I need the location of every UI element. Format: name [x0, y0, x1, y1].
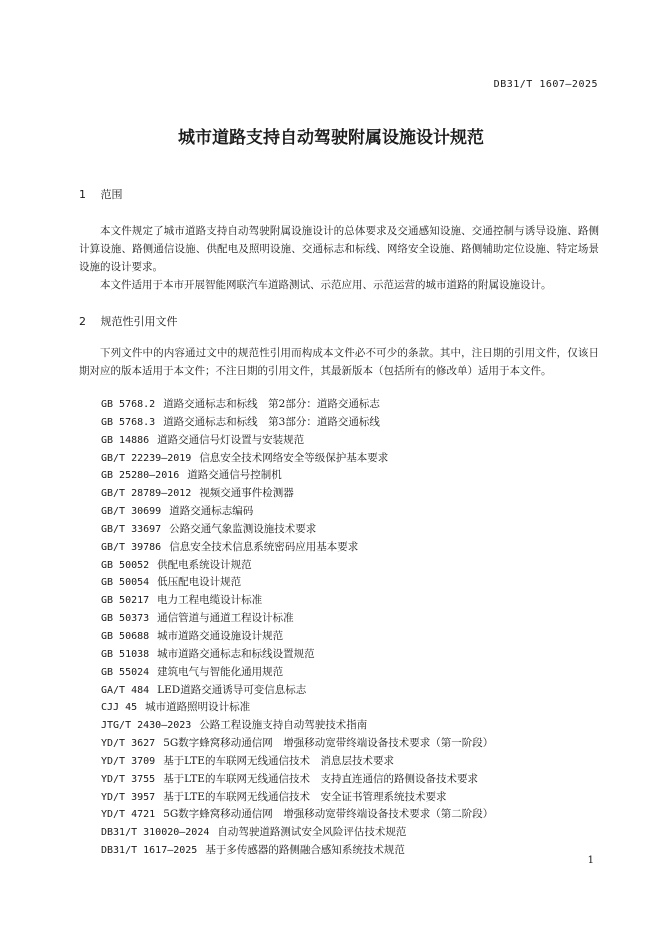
reference-code: GB/T 33697: [101, 523, 162, 535]
reference-item: [101, 557, 601, 575]
references-intro: 下列文件中的内容通过文中的规范性引用而构成本文件必不可少的条款。其中，注日期的引用文件，仅该日期对应的版本适用于本文件；不注日期的引用文件，其最新版本（包括所有的修改单）适用于本文件。: [79, 347, 599, 377]
reference-item: [101, 467, 601, 485]
reference-code: GB 51038: [101, 648, 150, 660]
reference-title: 基于LTE的车联网无线通信技术 支持直连通信的路侧设备技术要求: [163, 772, 478, 785]
reference-item: [101, 824, 601, 842]
reference-item: [101, 574, 601, 592]
reference-item: [101, 664, 601, 682]
reference-item: [101, 717, 601, 735]
reference-title: 信息安全技术网络安全等级保护基本要求: [199, 451, 389, 464]
reference-title: 基于多传感器的路侧融合感知系统技术规范: [205, 844, 405, 857]
reference-title: LED道路交通诱导可变信息标志: [157, 683, 307, 696]
reference-item: [101, 735, 601, 753]
reference-code: DB31/T 1617—2025: [101, 845, 198, 857]
reference-code: GB 14886: [101, 434, 150, 446]
scope-paragraph-1: 本文件规定了城市道路支持自动驾驶附属设施设计的总体要求及交通感知设施、交通控制与诱导设施、路侧计算设施、路侧通信设施、供配电及照明设施、交通标志和标线、网络安全设施、路侧辅助定位设施、特定场景设施的设计要求。: [79, 225, 599, 273]
section-2-heading: [79, 313, 178, 329]
reference-item: [101, 414, 601, 432]
reference-title: 城市道路交通标志和标线设置规范: [157, 647, 315, 660]
reference-title: 城市道路照明设计标准: [145, 701, 251, 714]
reference-code: GA/T 484: [101, 684, 150, 696]
reference-title: 道路交通标志和标线 第3部分：道路交通标线: [163, 415, 380, 428]
reference-title: 道路交通标志和标线 第2部分：道路交通标志: [163, 398, 380, 410]
reference-code: GB/T 39786: [101, 541, 162, 553]
reference-code: YD/T 3755: [101, 773, 156, 785]
reference-title: 5G数字蜂窝移动通信网 增强移动宽带终端设备技术要求（第一阶段）: [163, 737, 494, 750]
reference-code: CJJ 45: [101, 702, 138, 714]
reference-code: YD/T 3627: [101, 738, 156, 750]
reference-title: 建筑电气与智能化通用规范: [157, 665, 284, 678]
reference-code: GB/T 30699: [101, 506, 162, 518]
reference-title: 5G数字蜂窝移动通信网 增强移动宽带终端设备技术要求（第二阶段）: [163, 808, 494, 821]
reference-title: 道路交通信号控制机: [187, 469, 282, 482]
reference-item: [101, 771, 601, 789]
reference-code: DB31/T 310020—2024: [101, 827, 210, 839]
reference-title: 供配电系统设计规范: [157, 558, 252, 571]
document-title: 城市道路支持自动驾驶附属设施设计规范: [178, 128, 484, 148]
reference-code: YD/T 3957: [101, 791, 156, 803]
reference-item: [101, 485, 601, 503]
reference-title: 道路交通信号灯设置与安装规范: [157, 433, 305, 446]
reference-item: [101, 396, 601, 414]
section-1-title: 范围: [100, 188, 123, 201]
document-id: DB31/T 1607—2025: [493, 79, 598, 90]
reference-code: GB 50688: [101, 630, 150, 642]
section-2-number: 2: [79, 315, 86, 328]
reference-code: GB/T 22239—2019: [101, 452, 192, 464]
reference-code: YD/T 4721: [101, 809, 156, 821]
reference-item: [101, 789, 601, 807]
reference-title: 城市道路交通设施设计规范: [157, 629, 284, 642]
reference-title: 低压配电设计规范: [157, 576, 242, 589]
reference-item: [101, 539, 601, 557]
reference-title: 信息安全技术信息系统密码应用基本要求: [169, 540, 359, 553]
reference-code: GB 50217: [101, 595, 150, 607]
reference-item: [101, 432, 601, 450]
reference-item: [101, 628, 601, 646]
reference-code: JTG/T 2430—2023: [101, 720, 192, 732]
reference-code: GB/T 28789—2012: [101, 488, 192, 500]
reference-code: GB 50054: [101, 577, 150, 589]
reference-item: [101, 450, 601, 468]
reference-title: 道路交通标志编码: [169, 505, 254, 518]
reference-item: [101, 521, 601, 539]
reference-item: [101, 699, 601, 717]
section-2-title: 规范性引用文件: [100, 315, 178, 328]
reference-item: [101, 610, 601, 628]
reference-code: GB 5768.3: [101, 416, 156, 428]
reference-code: GB 50052: [101, 559, 150, 571]
reference-item: [101, 842, 601, 860]
reference-title: 公路工程设施支持自动驾驶技术指南: [199, 719, 368, 732]
section-1-number: 1: [79, 188, 86, 201]
page-number: 1: [587, 855, 594, 866]
reference-code: GB 50373: [101, 613, 150, 625]
reference-title: 自动驾驶道路测试安全风险评估技术规范: [217, 826, 407, 839]
section-1-heading: [79, 186, 123, 202]
reference-code: GB 55024: [101, 666, 150, 678]
reference-code: GB 25280—2016: [101, 470, 180, 482]
scope-paragraph-2: 本文件适用于本市开展智能网联汽车道路测试、示范应用、示范运营的城市道路的附属设施设计。: [100, 279, 552, 291]
reference-title: 基于LTE的车联网无线通信技术 消息层技术要求: [163, 754, 394, 767]
reference-item: [101, 592, 601, 610]
reference-list: [101, 396, 601, 860]
reference-title: 视频交通事件检测器: [199, 487, 294, 500]
reference-item: [101, 682, 601, 700]
reference-code: GB 5768.2: [101, 399, 156, 410]
reference-title: 通信管道与通道工程设计标准: [157, 612, 294, 625]
reference-title: 公路交通气象监测设施技术要求: [169, 522, 317, 535]
reference-title: 电力工程电缆设计标准: [157, 594, 263, 607]
reference-item: [101, 806, 601, 824]
reference-code: YD/T 3709: [101, 755, 156, 767]
reference-item: [101, 646, 601, 664]
reference-title: 基于LTE的车联网无线通信技术 安全证书管理系统技术要求: [163, 790, 447, 803]
reference-item: [101, 753, 601, 771]
reference-item: [101, 503, 601, 521]
